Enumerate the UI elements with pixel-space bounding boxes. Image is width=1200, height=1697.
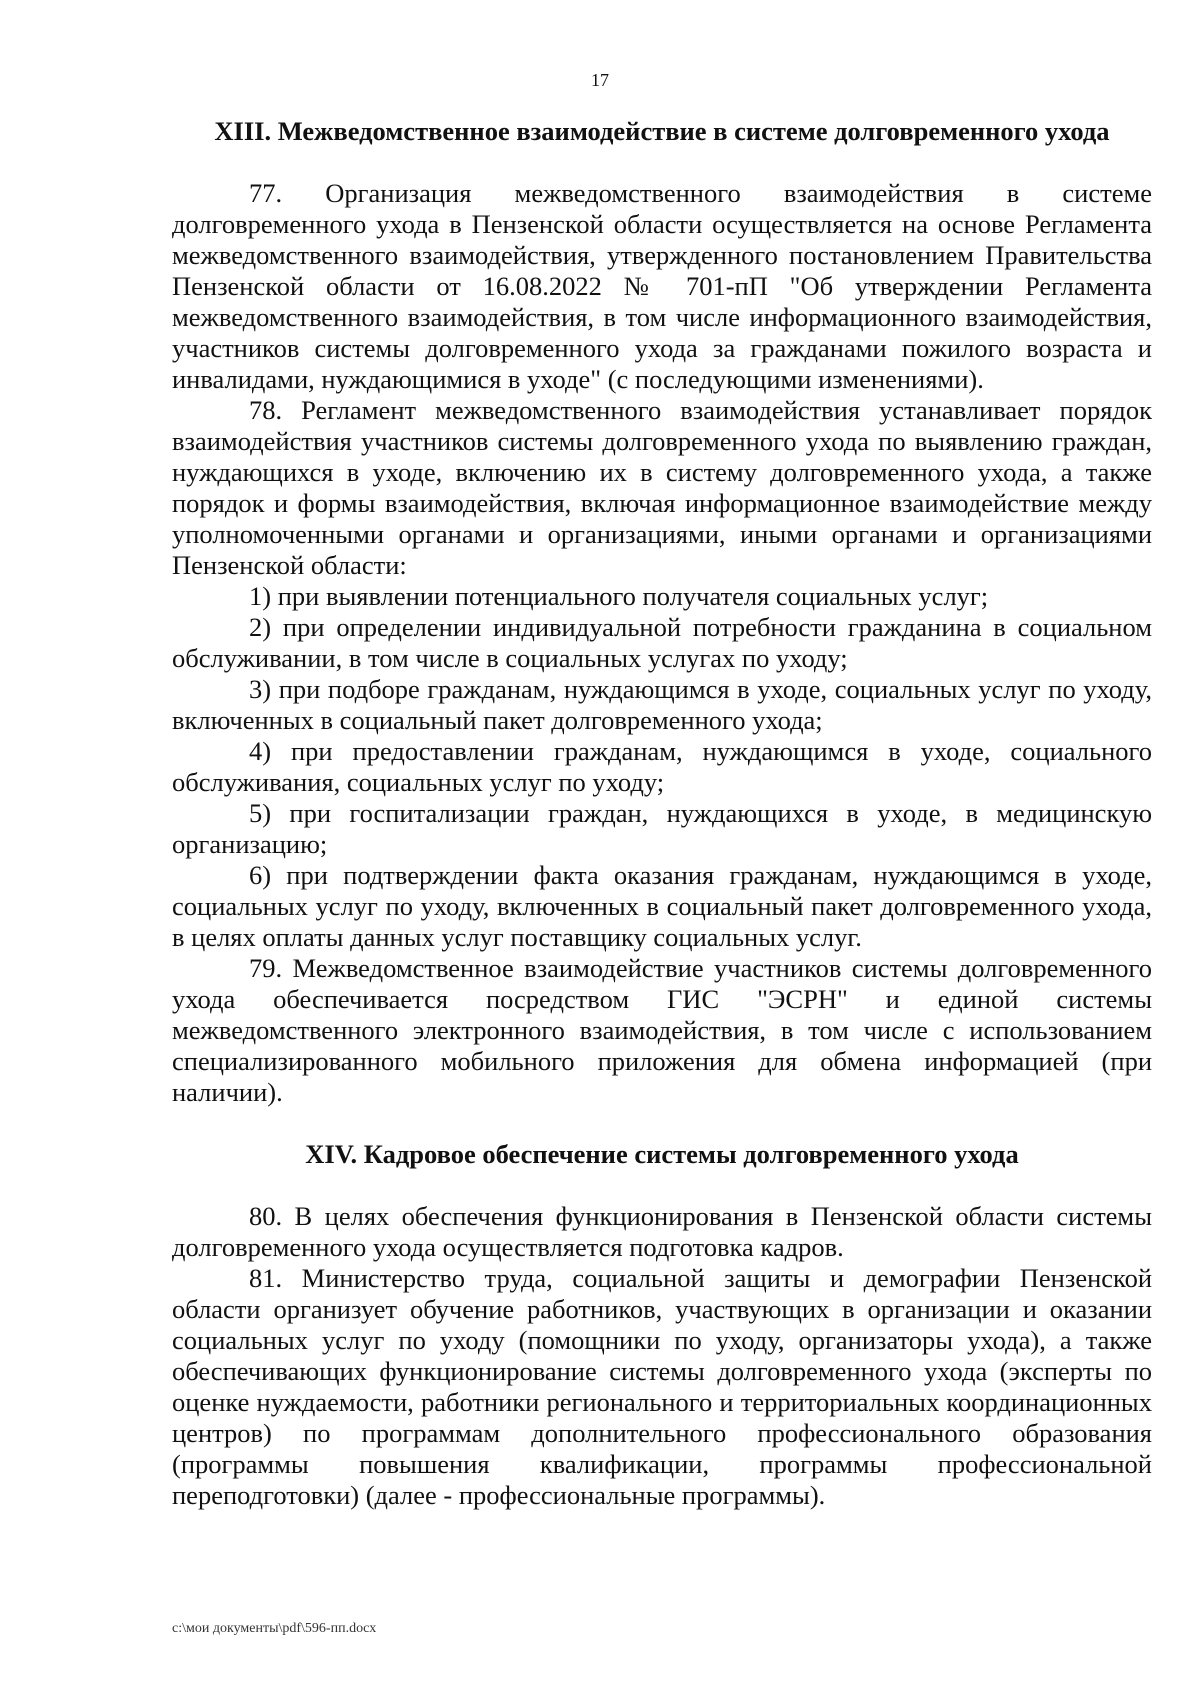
paragraph-77: 77. Организация межведомственного взаимодействия в системе долговременного ухода в Пензенской области осуществляется на основе Регламента межведомственного взаимодействия, утвержденного постановлением Правительства Пензенской области от 16.08.2022 № 701-пП "Об утверждении Регламента межведомственного взаимодействия, в том числе информационного взаимодействия, участников системы долговременного ухода за гражданами пожилого возраста и инвалидами, нуждающимися в уходе" (с последующими изменениями). <box>172 178 1152 394</box>
page-number: 17 <box>591 70 609 90</box>
paragraph-79: 79. Межведомственное взаимодействие участников системы долговременного ухода обеспечивается посредством ГИС "ЭСРН" и единой системы межведомственного электронного взаимодействия, в том числе с использованием специализированного мобильного приложения для обмена информацией (при наличии). <box>172 953 1152 1107</box>
list-item-4: 4) при предоставлении гражданам, нуждающимся в уходе, социального обслуживания, социальных услуг по уходу; <box>172 736 1152 797</box>
list-item-5: 5) при госпитализации граждан, нуждающихся в уходе, в медицинскую организацию; <box>172 798 1152 859</box>
list-item-3: 3) при подборе гражданам, нуждающимся в уходе, социальных услуг по уходу, включенных в социальный пакет долговременного ухода; <box>172 674 1152 735</box>
footer-file-path: c:\мои документы\pdf\596-пп.docx <box>172 1621 377 1636</box>
section-14-heading: XIV. Кадровое обеспечение системы долговременного ухода <box>305 1139 1019 1169</box>
list-item-6: 6) при подтверждении факта оказания гражданам, нуждающимся в уходе, социальных услуг по уходу, включенных в социальный пакет долговременного ухода, в целях оплаты данных услуг поставщику социальных услуг. <box>172 860 1152 952</box>
list-item-1: 1) при выявлении потенциального получателя социальных услуг; <box>249 581 989 611</box>
section-13-heading: XIII. Межведомственное взаимодействие в системе долговременного ухода <box>214 116 1110 146</box>
paragraph-78: 78. Регламент межведомственного взаимодействия устанавливает порядок взаимодействия участников системы долговременного ухода по выявлению граждан, нуждающихся в уходе, включению их в систему долговременного ухода, а также порядок и формы взаимодействия, включая информационное взаимодействие между уполномоченными органами и организациями, иными органами и организациями Пензенской области: <box>172 395 1152 580</box>
document-body <box>172 116 1152 1511</box>
list-item-2: 2) при определении индивидуальной потребности гражданина в социальном обслуживании, в том числе в социальных услугах по уходу; <box>172 612 1152 673</box>
paragraph-80: 80. В целях обеспечения функционирования в Пензенской области системы долговременного ухода осуществляется подготовка кадров. <box>172 1201 1152 1262</box>
paragraph-81: 81. Министерство труда, социальной защиты и демографии Пензенской области организует обучение работников, участвующих в организации и оказании социальных услуг по уходу (помощники по уходу, организаторы ухода), а также обеспечивающих функционирование системы долговременного ухода (эксперты по оценке нуждаемости, работники регионального и территориальных координационных центров) по программам дополнительного профессионального образования (программы повышения квалификации, программы профессиональной переподготовки) (далее - профессиональные программы). <box>172 1263 1152 1510</box>
